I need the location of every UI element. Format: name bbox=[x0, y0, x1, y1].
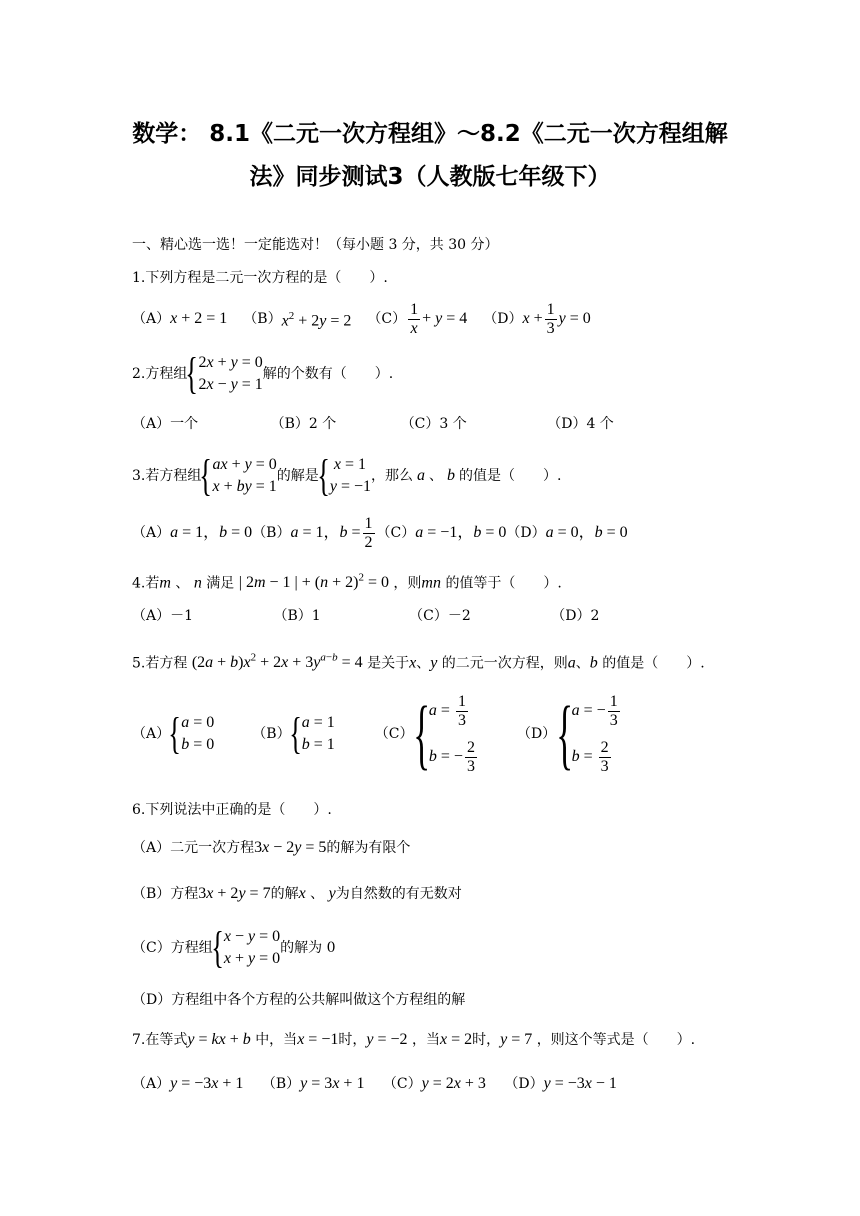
option-label: （D） bbox=[483, 311, 523, 327]
question-6: 6.下列说法中正确的是（ ）. bbox=[132, 802, 332, 818]
question-4: 4.若m 、 n 满足 | 2m − 1 | + $(n + 2)^2 = 0$ ，则mn 的值等于（ ）. bbox=[132, 572, 562, 592]
question-6-option-b: （B）方程3x + 2y = 7的解x 、 y为自然数的有无数对 bbox=[132, 885, 462, 902]
question-1: 1.下列方程是二元一次方程的是（ ）. bbox=[132, 270, 388, 286]
question-5-options: （A） { a = 0 b = 0 （B） { a = 1 b = 1 （C） { a = $\frac{1}{3}$ b = − $\frac{2}{3}$ （D） { a = − $\frac{1}{3}$ b = $\frac{2}{3}$ bbox=[132, 690, 618, 777]
option-label: （C） bbox=[367, 311, 407, 327]
question-6-option-c: （C）方程组 { x − y = 0 x + y = 0 的解为 0 bbox=[132, 923, 336, 972]
question-4-options: （A）－1 （B）1 （C）－2 （D）2 bbox=[132, 608, 600, 624]
page-title-line1: 数学： 8.1《二元一次方程组》～8.2《二元一次方程组解 bbox=[132, 121, 728, 147]
section-heading: 一、精心选一选！一定能选对！（每小题 3 分，共 30 分） bbox=[132, 237, 499, 253]
option-label: （B） bbox=[243, 311, 282, 327]
question-7: 7.在等式y = kx + b 中，当x = −1时，y = −2 ，当x = 2时，y = 7 ，则这个等式是（ ）. bbox=[132, 1031, 696, 1048]
question-3: 3.若方程组 { ax + y = 0 x + by = 1 的解是 { x = 1 y = −1 ，那么 a 、 b 的值是（ ）. bbox=[132, 451, 562, 500]
question-2-options: （A）一个 （B）2 个 （C）3 个 （D）4 个 bbox=[132, 416, 614, 432]
question-7-options: （A）y = −3x + 1 （B）y = 3x + 1 （C）y = 2x + 3 （D）y = −3x − 1 bbox=[132, 1075, 617, 1092]
question-3-options: （A） a = 1，b = 0 （B） a = 1，b = $\frac{1}{2}$ （C） a = −1，b = 0 （D） a = 0，b = 0 bbox=[132, 514, 628, 551]
question-2: 2.方程组 { 2x + y = 0 2x − y = 1 解的个数有（ ）. bbox=[132, 349, 394, 398]
question-6-option-d: （D）方程组中各个方程的公共解叫做这个方程组的解 bbox=[132, 992, 466, 1008]
question-1-options: （A） x + 2 = 1 （B） $x^2 + 2y = 2$ （C） $\frac{1}{x}$ + y = 4 （D） x + $\frac{1}{3}$ y = 0 bbox=[132, 300, 591, 337]
page-title-line2: 法》同步测试3（人教版七年级下） bbox=[249, 164, 611, 190]
question-5: 5.若方程 $(2a + b)x^2 + 2x + 3y^{a-b} = 4$ 是关于x、y 的二元一次方程，则a、b 的值是（ ）. bbox=[132, 652, 705, 672]
option-label: （A） bbox=[132, 311, 171, 327]
question-6-option-a: （A）二元一次方程3x − 2y = 5的解为有限个 bbox=[132, 839, 411, 856]
